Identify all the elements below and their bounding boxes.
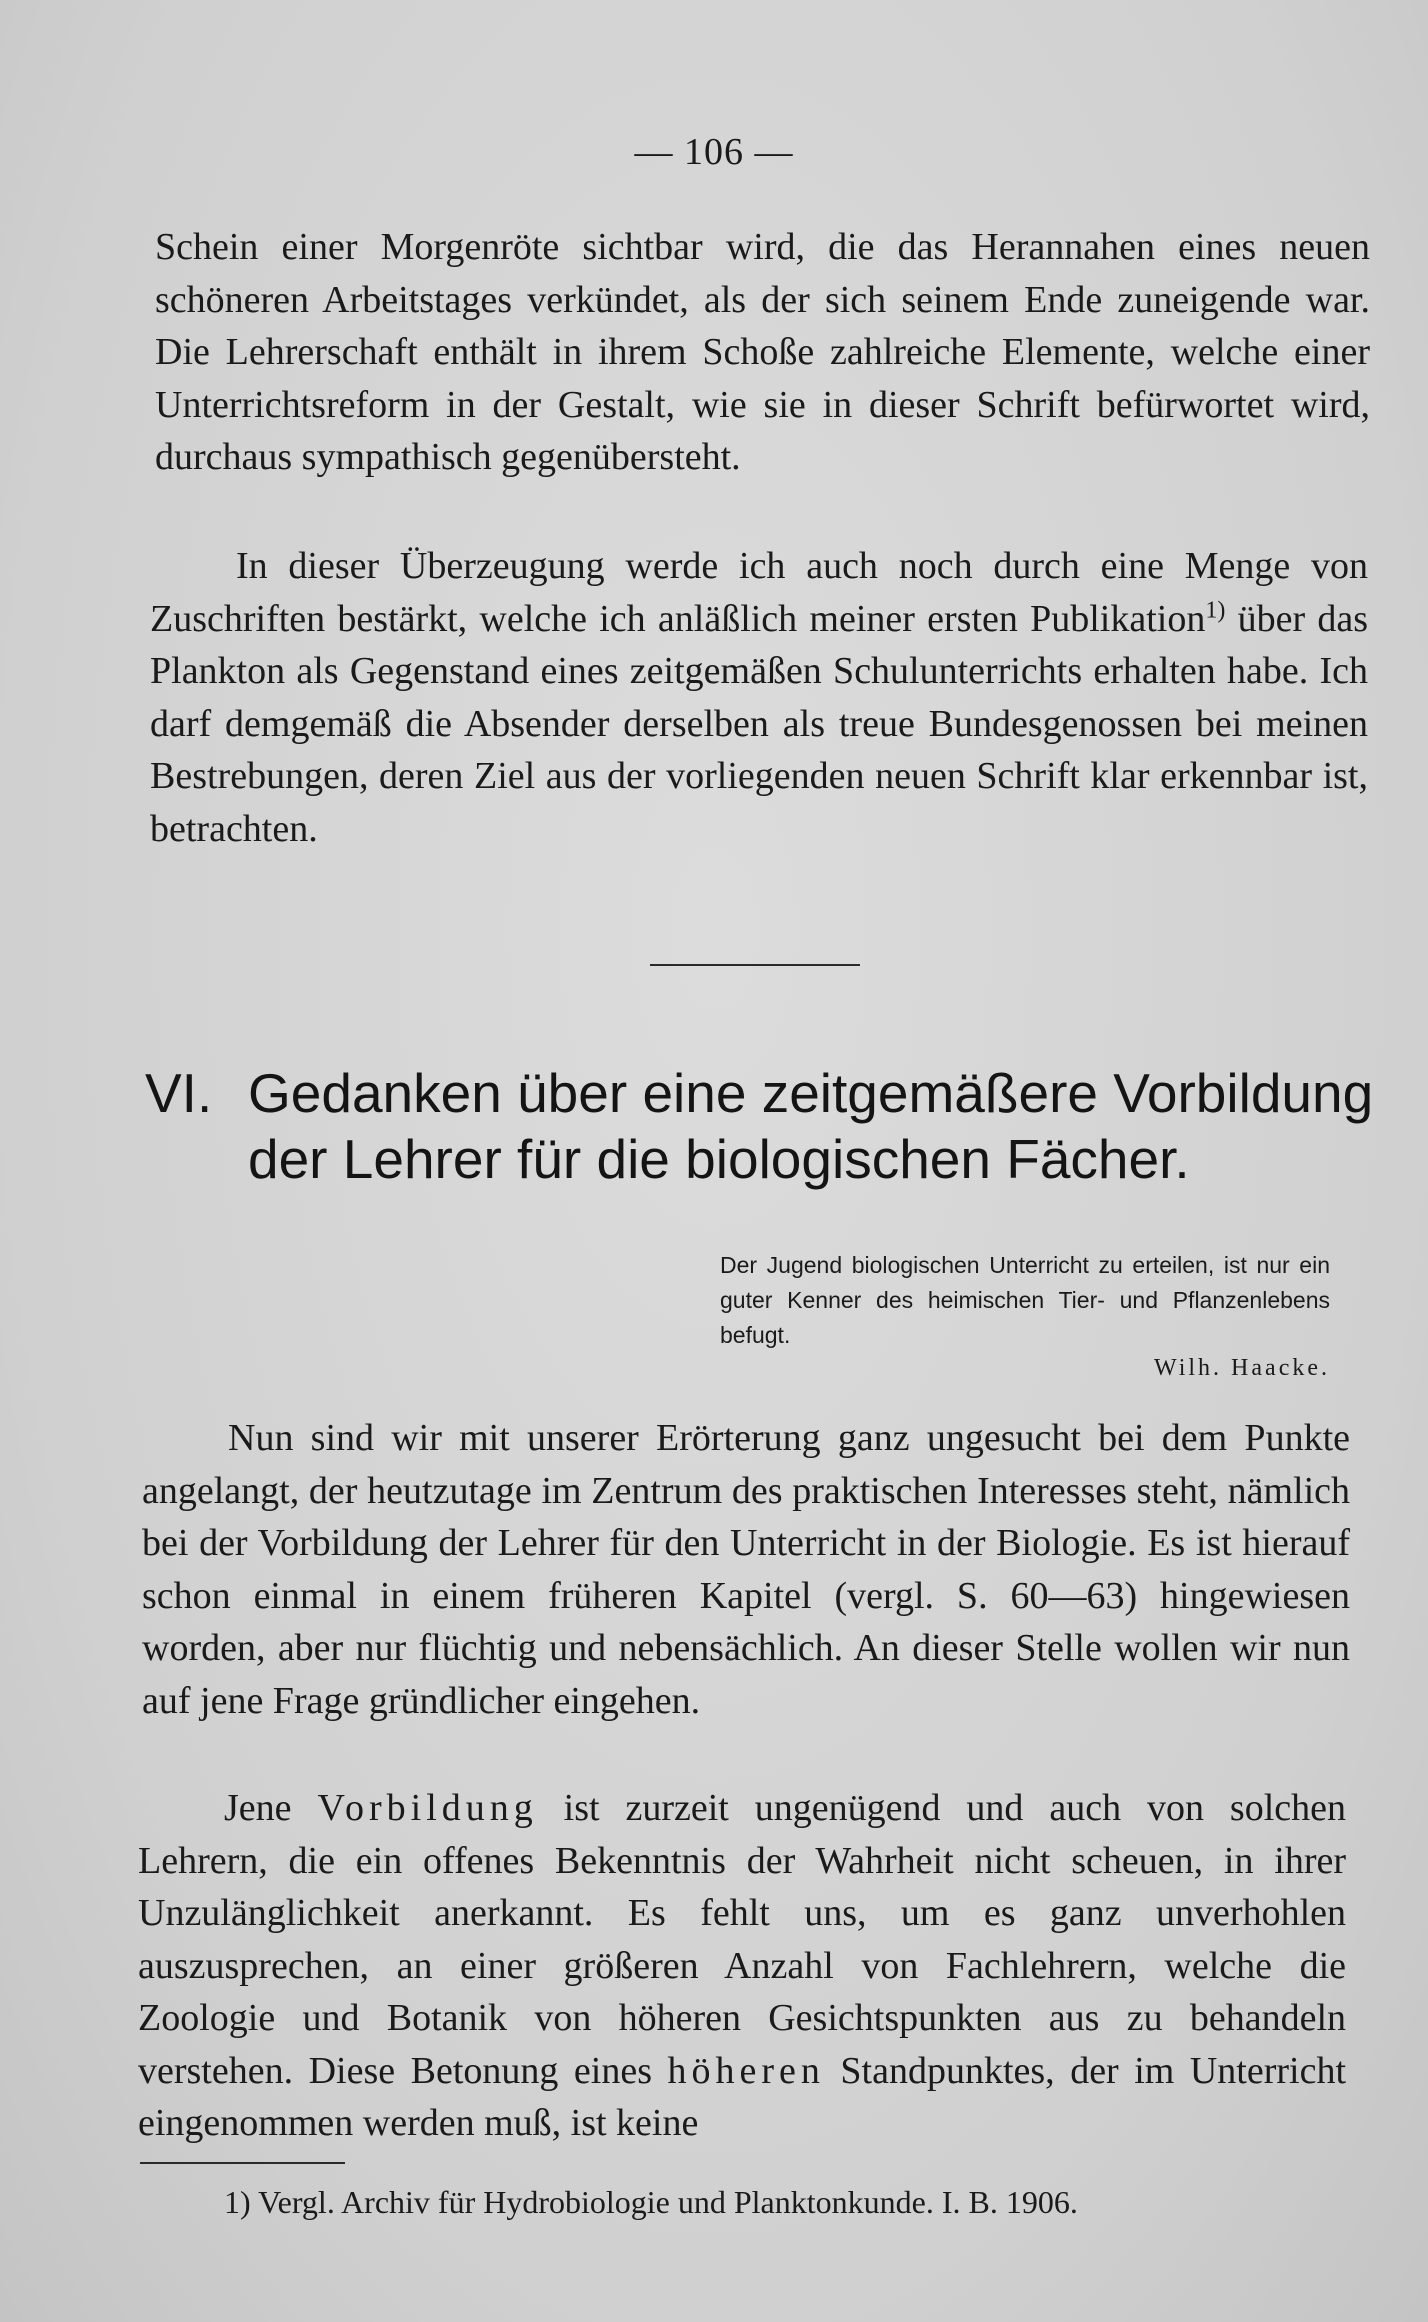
emphasis-hoeheren: höheren (667, 2049, 825, 2092)
paragraph-training-text-b: ist zurzeit ungenügend und auch von solchen Lehrern, die ein offenes Bekenntnis der Wahrheit nicht scheuen, in ihrer Unzulänglichkeit anerkannt. Es fehlt uns, um es ganz unverhohlen auszusprechen, an einer größeren Anzahl von Fachlehrern, welche die Zoologie und Botanik von höheren Gesichtspunkten aus zu behandeln verstehen. Diese Betonung eines (138, 1787, 1346, 2092)
paragraph-training-text-c: Standpunktes, der im Unterricht eingenommen werden muß, ist keine (138, 2049, 1347, 2144)
paragraph-conviction-text-b: über das Plankton als Gegenstand eines zeitgemäßen Schulunterrichts erhalten habe. Ich darf demgemäß die Absender derselben als treue Bundesgenossen bei meinen Bestrebungen, deren Ziel aus der vorliegenden neuen Schrift klar erkennbar ist, betrachten. (150, 597, 1368, 850)
paragraph-conviction-text-a: In dieser Überzeugung werde ich auch noch durch eine Menge von Zuschriften bestärkt, welche ich anläßlich meiner ersten Publikation (150, 545, 1368, 640)
epigraph-text: Der Jugend biologischen Unterricht zu erteilen, ist nur ein guter Kenner des heimischen Tier- und Pflanzenlebens befugt. (720, 1252, 1330, 1348)
epigraph-author: Wilh. Haacke. (1154, 1355, 1330, 1381)
page-number: — 106 — (634, 131, 794, 173)
footnote-divider (140, 2162, 345, 2164)
footnote: 1) Vergl. Archiv für Hydrobiologie und Planktonkunde. I. B. 1906. (224, 2184, 1078, 2220)
emphasis-vorbildung: Vorbildung (317, 1787, 538, 1829)
paragraph-conviction (150, 540, 1368, 855)
section-divider (650, 964, 860, 966)
paragraph-training-text-a: Jene (224, 1787, 318, 1829)
chapter-title: Gedanken über eine zeitgemäßere Vorbildung der Lehrer für die biologischen Fächer. (248, 1062, 1374, 1190)
paragraph-training (138, 1782, 1346, 2150)
chapter-number: VI. (145, 1062, 213, 1124)
chapter-heading (145, 1060, 1375, 1192)
footnote-marker[interactable]: 1) (1205, 596, 1226, 623)
paragraph-continuation: Schein einer Morgenröte sichtbar wird, die das Herannahen eines neuen schöneren Arbeitstages verkündet, als der sich seinem Ende zuneigende war. Die Lehrerschaft enthält in ihrem Schoße zahlreiche Elemente, welche einer Unterrichtsreform in der Gestalt, wie sie in dieser Schrift befürwortet wird, durchaus sympathisch gegenübersteht. (155, 226, 1370, 478)
paragraph-discussion: Nun sind wir mit unserer Erörterung ganz ungesucht bei dem Punkte angelangt, der heutzutage im Zentrum des praktischen Interesses steht, nämlich bei der Vorbildung der Lehrer für den Unterricht in der Biologie. Es ist hierauf schon einmal in einem früheren Kapitel (vergl. S. 60—63) hingewiesen worden, aber nur flüchtig und nebensächlich. An dieser Stelle wollen wir nun auf jene Frage gründlicher eingehen. (142, 1417, 1350, 1722)
